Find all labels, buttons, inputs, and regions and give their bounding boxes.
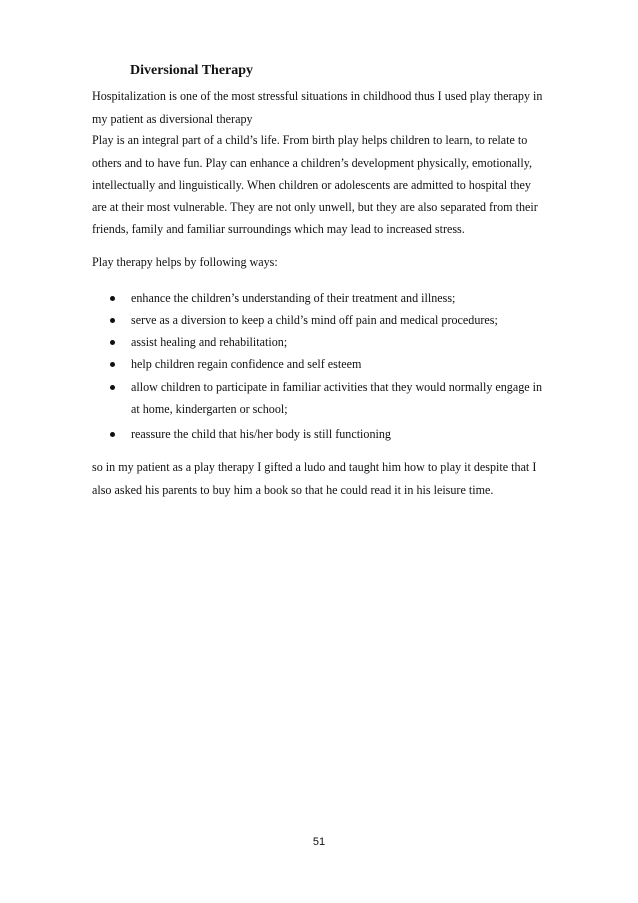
list-item-text: enhance the children’s understanding of their treatment and illness; [131, 291, 456, 305]
bullet-icon [110, 362, 115, 367]
intro-line-7: friends, family and familiar surroundings which may lead to increased stress. [92, 222, 465, 236]
list-item-text: help children regain confidence and self esteem [131, 357, 362, 371]
closing-line-2: also asked his parents to buy him a book so that he could read it in his leisure time. [92, 483, 494, 497]
closing-line-1: so in my patient as a play therapy I gifted a ludo and taught him how to play it despite that I [92, 460, 537, 474]
intro-line-6: are at their most vulnerable. They are not only unwell, but they are also separated from their [92, 200, 538, 214]
ways-intro: Play therapy helps by following ways: [92, 255, 278, 269]
bullet-icon [110, 340, 115, 345]
list-item-text: assist healing and rehabilitation; [131, 335, 288, 349]
intro-line-3: Play is an integral part of a child’s life. From birth play helps children to learn, to relate to [92, 133, 528, 147]
bullet-icon [110, 385, 115, 390]
bullet-icon [110, 318, 115, 323]
intro-line-2: my patient as diversional therapy [92, 112, 253, 126]
bullet-icon [110, 296, 115, 301]
section-heading: Diversional Therapy [130, 63, 254, 78]
list-item-text: serve as a diversion to keep a child’s mind off pain and medical procedures; [131, 313, 498, 327]
bullet-icon [110, 432, 115, 437]
list-item-text: at home, kindergarten or school; [131, 402, 288, 416]
intro-line-5: intellectually and linguistically. When children or adolescents are admitted to hospital they [92, 178, 531, 192]
list-item-text: allow children to participate in familiar activities that they would normally engage in [131, 380, 543, 394]
list-item-text: reassure the child that his/her body is still functioning [131, 427, 391, 441]
intro-line-4: others and to have fun. Play can enhance a children’s development physically, emotionally, [92, 156, 533, 170]
page-number: 51 [312, 836, 326, 848]
intro-line-1: Hospitalization is one of the most stressful situations in childhood thus I used play therapy in [92, 89, 543, 103]
